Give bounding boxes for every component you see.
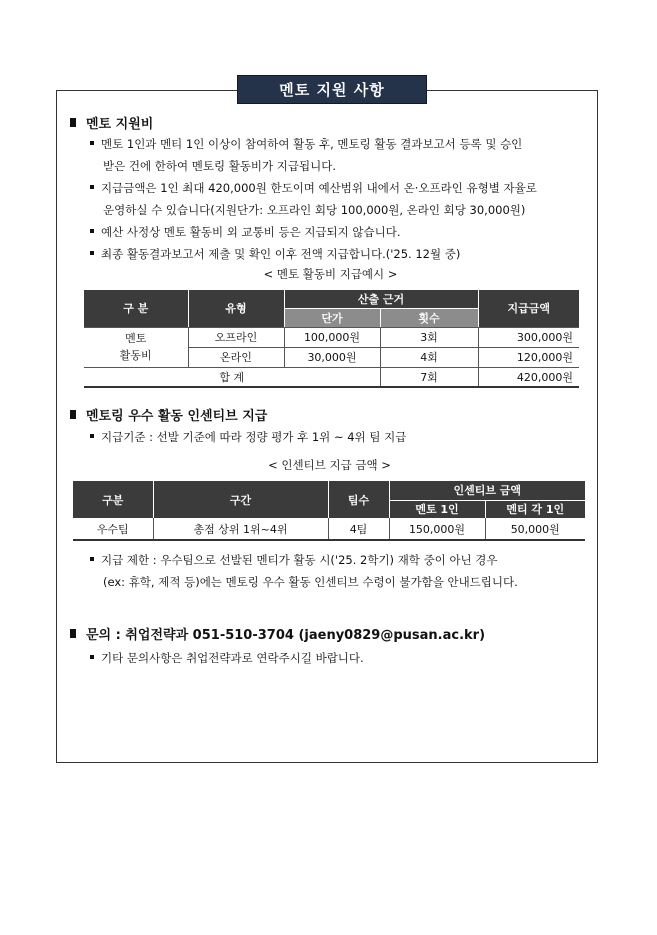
section-heading-contact — [70, 624, 485, 643]
bullet-item — [90, 221, 595, 243]
bullet-continuation: (ex: 휴학, 제적 등)에는 멘토링 우수 활동 인센티브 수령이 불가함을 안내드립니다. — [103, 575, 518, 589]
cell-range: 총점 상위 1위~4위 — [153, 518, 328, 540]
bullet-dot-icon — [90, 655, 94, 659]
section-heading-incentive — [70, 405, 267, 424]
cell-type: 오프라인 — [188, 327, 284, 347]
total-count: 7회 — [380, 367, 478, 387]
square-bullet-icon — [70, 118, 76, 127]
bullet-dot-icon — [90, 141, 94, 145]
bullet-dot-icon — [90, 185, 94, 189]
cell-unit: 30,000원 — [284, 347, 380, 367]
cell-amount: 300,000원 — [478, 327, 579, 347]
bullet-item — [90, 177, 595, 199]
cell-unit: 100,000원 — [284, 327, 380, 347]
bullet-dot-icon — [90, 557, 94, 561]
header-category: 구분 — [73, 481, 153, 518]
bullet-dot-icon — [90, 434, 94, 438]
mentor-fee-table — [84, 290, 579, 388]
header-range: 구간 — [153, 481, 328, 518]
cell-teams: 4팀 — [328, 518, 389, 540]
bullet-text: 지급 제한 : 우수팀으로 선발된 멘티가 활동 시('25. 2학기) 재학 중이 아닌 경우 — [101, 553, 498, 567]
cell-count: 4회 — [380, 347, 478, 367]
header-incentive: 인센티브 금액 — [389, 481, 585, 500]
bullet-item — [90, 426, 595, 448]
bullet-item — [90, 549, 595, 571]
square-bullet-icon — [70, 410, 76, 419]
cell-type: 온라인 — [188, 347, 284, 367]
bullet-text: 지급기준 : 선발 기준에 따라 정량 평가 후 1위 ~ 4위 팀 지급 — [101, 430, 407, 444]
bullet-continuation: 운영하실 수 있습니다(지원단가: 오프라인 회당 100,000원, 온라인 회당 30,000원) — [103, 203, 526, 217]
header-mentor: 멘토 1인 — [389, 500, 485, 518]
header-category: 구 분 — [84, 290, 188, 327]
table-caption: < 인센티브 지급 금액 > — [268, 458, 391, 472]
bullet-text: 기타 문의사항은 취업전략과로 연락주시길 바랍니다. — [101, 651, 364, 665]
bullet-item — [90, 647, 595, 669]
table-caption: < 멘토 활동비 지급예시 > — [263, 267, 398, 281]
section-heading-mentor-support — [70, 113, 153, 132]
cell-category: 우수팀 — [73, 518, 153, 540]
header-basis: 산출 근거 — [284, 290, 478, 308]
cell-count: 3회 — [380, 327, 478, 347]
square-bullet-icon — [70, 629, 76, 638]
total-label: 합 계 — [84, 367, 380, 387]
bullet-dot-icon — [90, 229, 94, 233]
cell-amount: 120,000원 — [478, 347, 579, 367]
bullet-text: 지급금액은 1인 최대 420,000원 한도이며 예산범위 내에서 온·오프라인 유형별 자율로 — [101, 181, 537, 195]
header-count: 횟수 — [380, 308, 478, 327]
section-heading-text: 멘토링 우수 활동 인센티브 지급 — [86, 409, 268, 424]
section-heading-text: 멘토 지원비 — [86, 117, 154, 132]
page-title: 멘토 지원 사항 — [237, 75, 427, 104]
header-amount: 지급금액 — [478, 290, 579, 327]
row-group-label: 멘토 활동비 — [84, 327, 188, 367]
bullet-item — [90, 133, 595, 155]
cell-mentee: 50,000원 — [485, 518, 585, 540]
header-unit: 단가 — [284, 308, 380, 327]
header-type: 유형 — [188, 290, 284, 327]
cell-mentor: 150,000원 — [389, 518, 485, 540]
total-amount: 420,000원 — [478, 367, 579, 387]
bullet-text: 최종 활동결과보고서 제출 및 확인 이후 전액 지급합니다.('25. 12월 중) — [101, 247, 461, 261]
bullet-text: 멘토 1인과 멘티 1인 이상이 참여하여 활동 후, 멘토링 활동 결과보고서 등록 및 승인 — [101, 137, 523, 151]
bullet-dot-icon — [90, 251, 94, 255]
header-teams: 팀수 — [328, 481, 389, 518]
bullet-continuation: 받은 건에 한하여 멘토링 활동비가 지급됩니다. — [103, 159, 337, 173]
bullet-item — [90, 243, 595, 265]
section-heading-text: 문의 : 취업전략과 051-510-3704 (jaeny0829@pusan.ac.kr) — [86, 628, 486, 643]
header-mentee: 멘티 각 1인 — [485, 500, 585, 518]
bullet-text: 예산 사정상 멘토 활동비 외 교통비 등은 지급되지 않습니다. — [101, 225, 401, 239]
incentive-table — [73, 481, 585, 541]
